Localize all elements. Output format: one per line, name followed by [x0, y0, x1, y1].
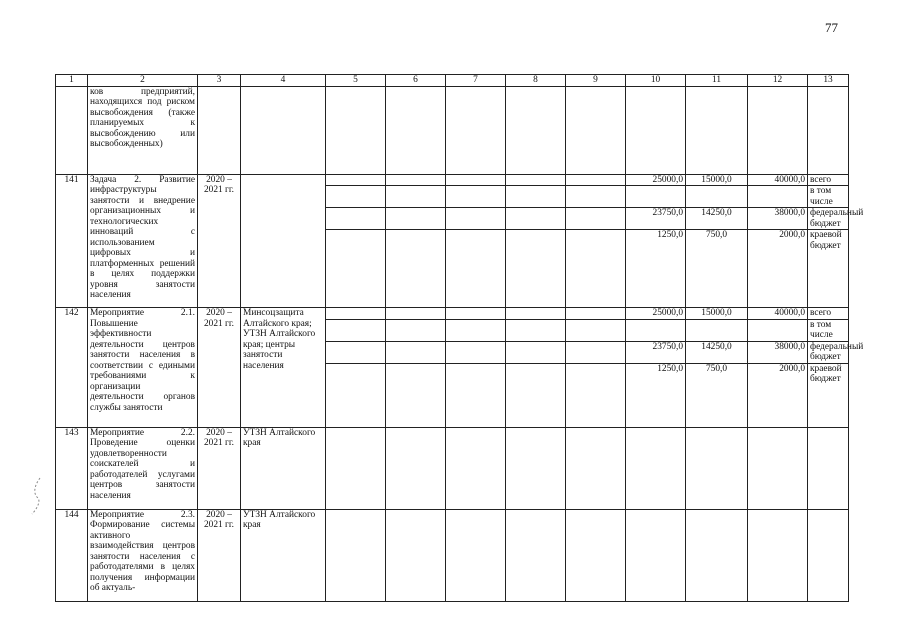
cell-source: всего: [808, 308, 849, 320]
row-number: 142: [56, 308, 88, 428]
col-header: 10: [626, 75, 686, 87]
col-header: 7: [446, 75, 506, 87]
col-header: 8: [506, 75, 566, 87]
table-row: [56, 174, 849, 186]
cell-source: в том числе: [808, 186, 849, 208]
cell-source: федеральный бюджет: [808, 341, 849, 363]
cell-2021: [686, 186, 748, 208]
cell-total: 40000,0: [748, 174, 808, 186]
row-executor: Минсоцзащита Алтайского края; УТЗН Алтайского края; центры занятости населения: [241, 308, 326, 428]
cell-source: в том числе: [808, 319, 849, 341]
cell-2021: 15000,0: [686, 308, 748, 320]
cell-2020: 1250,0: [626, 230, 686, 308]
cell-total: 38000,0: [748, 341, 808, 363]
row-executor: УТЗН Алтайского края: [241, 427, 326, 509]
cell-2021: 14250,0: [686, 341, 748, 363]
row-period: 2020 – 2021 гг.: [198, 509, 241, 601]
col-header: 1: [56, 75, 88, 87]
cell-2021: 14250,0: [686, 208, 748, 230]
cell-2020: 25000,0: [626, 174, 686, 186]
cell-2021: [686, 319, 748, 341]
row-number: 143: [56, 427, 88, 509]
row-number: 144: [56, 509, 88, 601]
margin-mark: [30, 476, 44, 516]
program-table: [55, 74, 864, 602]
cell-total: 2000,0: [748, 230, 808, 308]
row-period: 2020 – 2021 гг.: [198, 308, 241, 428]
cell-total: [748, 186, 808, 208]
header-row: [56, 75, 849, 87]
cell-source: федеральный бюджет: [808, 208, 849, 230]
col-header: 6: [386, 75, 446, 87]
col-header: 2: [88, 75, 198, 87]
col-header: 3: [198, 75, 241, 87]
col-header: 13: [808, 75, 849, 87]
col-header: 12: [748, 75, 808, 87]
col-header: 5: [326, 75, 386, 87]
cell-source: краевой бюджет: [808, 230, 849, 308]
cell-total: 40000,0: [748, 308, 808, 320]
table-row: [56, 308, 849, 320]
table-row: [56, 509, 849, 601]
row-text: Мероприятие 2.1. Повышение эффективности деятельности центров занятости населения в соответствии с едиными требованиями к организации деятельности органов службы занятости: [88, 308, 198, 428]
row-text: Задача 2. Развитие инфраструктуры занятости и внедрение организационных и технологических инноваций с использованием цифровых и платформенных решений в целях поддержки уровня занятости населения: [88, 174, 198, 308]
row-period: 2020 – 2021 гг.: [198, 174, 241, 308]
cell-2021: 15000,0: [686, 174, 748, 186]
cell-2020: 23750,0: [626, 341, 686, 363]
row-text: ков предприятий, находящихся под риском высвобождения (также планируемых к высвобождению или высвобожденных): [88, 86, 198, 174]
table-row: [56, 427, 849, 509]
table-row: [56, 86, 849, 174]
cell-2020: 1250,0: [626, 363, 686, 427]
row-period: 2020 – 2021 гг.: [198, 427, 241, 509]
cell-total: 2000,0: [748, 363, 808, 427]
row-text: Мероприятие 2.2. Проведение оценки удовлетворенности соискателей и работодателей услугами центров занятости населения: [88, 427, 198, 509]
cell-2020: 23750,0: [626, 208, 686, 230]
row-executor: [241, 174, 326, 308]
cell-total: [748, 319, 808, 341]
col-header: 11: [686, 75, 748, 87]
col-header: 4: [241, 75, 326, 87]
cell-source: всего: [808, 174, 849, 186]
cell-2021: 750,0: [686, 363, 748, 427]
row-number: 141: [56, 174, 88, 308]
col-header: 9: [566, 75, 626, 87]
row-text: Мероприятие 2.3. Формирование системы активного взаимодействия центров занятости населения с работодателями в целях получения информации об актуаль-: [88, 509, 198, 601]
cell-2020: [626, 319, 686, 341]
row-executor: УТЗН Алтайского края: [241, 509, 326, 601]
cell-2020: 25000,0: [626, 308, 686, 320]
cell-source: краевой бюджет: [808, 363, 849, 427]
page-number: 77: [825, 20, 838, 35]
cell-2020: [626, 186, 686, 208]
cell-2021: 750,0: [686, 230, 748, 308]
cell-total: 38000,0: [748, 208, 808, 230]
